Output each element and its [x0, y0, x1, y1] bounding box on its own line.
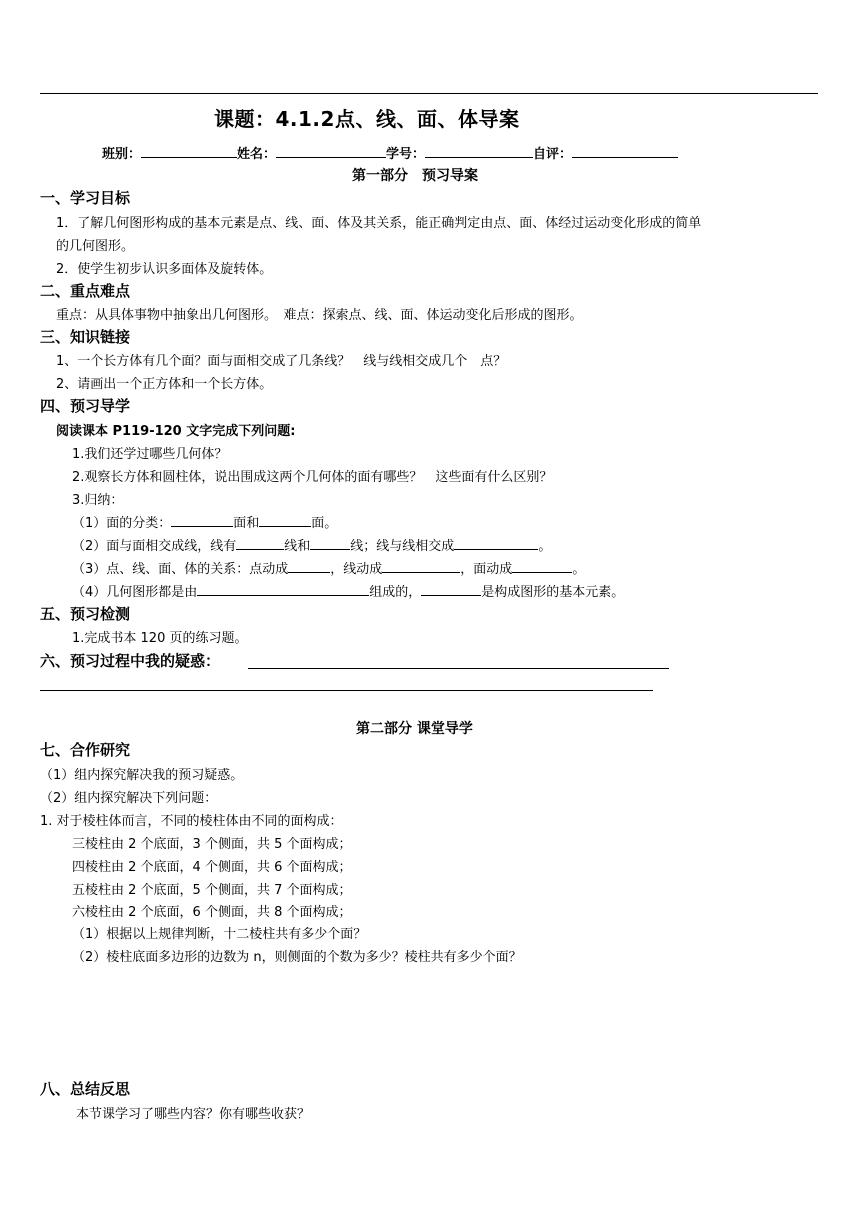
section-1-line-1b: 的几何图形。 [56, 239, 135, 254]
class-field[interactable] [141, 144, 237, 158]
prism-question-1: （1）根据以上规律判断，十二棱柱共有多少个面？ [72, 927, 367, 942]
prism-pattern-3: 五棱柱由 2 个底面，5 个侧面，共 7 个面构成； [72, 883, 352, 898]
page-title: 课题：4.1.2点、线、面、体导案 [214, 107, 520, 131]
section-3-line-2: 2、请画出一个正方体和一个长方体。 [56, 377, 273, 392]
blank-face-type-1[interactable] [171, 514, 233, 527]
section-3-heading: 三、知识链接 [40, 328, 131, 346]
blank-line-intersection[interactable] [454, 537, 538, 550]
section-7-line-3: 1. 对于棱柱体而言，不同的棱柱体由不同的面构成： [40, 814, 343, 829]
name-label: 姓名： [237, 147, 277, 162]
prism-pattern-4: 六棱柱由 2 个底面，6 个侧面，共 8 个面构成； [72, 905, 352, 920]
section-4-question-3: 3.归纳： [72, 493, 124, 508]
section-4-intro: 阅读课本 P119-120 文字完成下列问题: [56, 424, 296, 439]
section-4-question-1: 1.我们还学过哪些几何体？ [72, 447, 228, 462]
section-1-heading: 一、学习目标 [40, 189, 131, 207]
section-7-heading: 七、合作研究 [40, 741, 131, 759]
blank-line-moves[interactable] [382, 560, 460, 573]
section-2-line-1: 重点：从具体事物中抽象出几何图形。 难点：探索点、线、面、体运动变化后形成的图形。 [56, 308, 583, 323]
blank-composed-of[interactable] [197, 583, 369, 596]
summary-line-2: （2）面与面相交成线，线有 线和 线；线与线相交成 。 [72, 539, 552, 554]
section-7-line-2: （2）组内探究解决下列问题： [40, 791, 218, 806]
blank-line-type-1[interactable] [236, 537, 284, 550]
doubt-answer-line-2[interactable] [40, 690, 653, 691]
section-3-line-1: 1、一个长方体有几个面？面与面相交成了几条线？ 线与线相交成几个 点？ [56, 354, 507, 369]
section-6-heading: 六、预习过程中我的疑惑： [40, 652, 221, 670]
section-4-question-2: 2.观察长方体和圆柱体，说出围成这两个几何体的面有哪些？ 这些面有什么区别？ [72, 470, 553, 485]
section-8-heading: 八、总结反思 [40, 1080, 131, 1098]
prism-pattern-1: 三棱柱由 2 个底面，3 个侧面，共 5 个面构成； [72, 837, 352, 852]
blank-face-type-2[interactable] [259, 514, 311, 527]
summary-line-4: （4）几何图形都是由 组成的， 是构成图形的基本元素。 [72, 585, 625, 600]
id-label: 学号： [386, 147, 426, 162]
prism-pattern-2: 四棱柱由 2 个底面，4 个侧面，共 6 个面构成； [72, 860, 352, 875]
section-5-line-1: 1.完成书本 120 页的练习题。 [72, 631, 248, 646]
prism-question-2: （2）棱柱底面多边形的边数为 n，则侧面的个数为多少？棱柱共有多少个面？ [72, 950, 522, 965]
id-field[interactable] [425, 144, 533, 158]
blank-point-moves[interactable] [288, 560, 330, 573]
section-5-heading: 五、预习检测 [40, 605, 131, 623]
blank-face-moves[interactable] [512, 560, 572, 573]
section-2-heading: 二、重点难点 [40, 282, 131, 300]
header-rule [40, 93, 818, 94]
summary-line-1: （1）面的分类： 面和 面。 [72, 516, 338, 531]
summary-line-3: （3）点、线、面、体的关系：点动成 ，线动成 ，面动成 。 [72, 562, 586, 577]
section-7-line-1: （1）组内探究解决我的预习疑惑。 [40, 768, 244, 783]
student-info-row [102, 143, 678, 162]
eval-label: 自评： [533, 147, 573, 162]
class-label: 班别： [102, 147, 142, 162]
name-field[interactable] [276, 144, 386, 158]
blank-line-type-2[interactable] [310, 537, 350, 550]
section-1-line-2: 2．使学生初步认识多面体及旋转体。 [56, 262, 273, 277]
part-two-heading: 第二部分 课堂导学 [356, 721, 473, 737]
section-8-line-1: 本节课学习了哪些内容？你有哪些收获？ [76, 1107, 311, 1122]
part-one-heading: 第一部分 预习导案 [352, 168, 478, 184]
blank-basic-elements[interactable] [421, 583, 481, 596]
doubt-answer-line-1[interactable] [248, 668, 669, 669]
eval-field[interactable] [572, 144, 678, 158]
section-1-line-1: 1．了解几何图形构成的基本元素是点、线、面、体及其关系，能正确判定由点、面、体经过运动变化形成的简单 [56, 216, 702, 231]
section-4-heading: 四、预习导学 [40, 397, 131, 415]
